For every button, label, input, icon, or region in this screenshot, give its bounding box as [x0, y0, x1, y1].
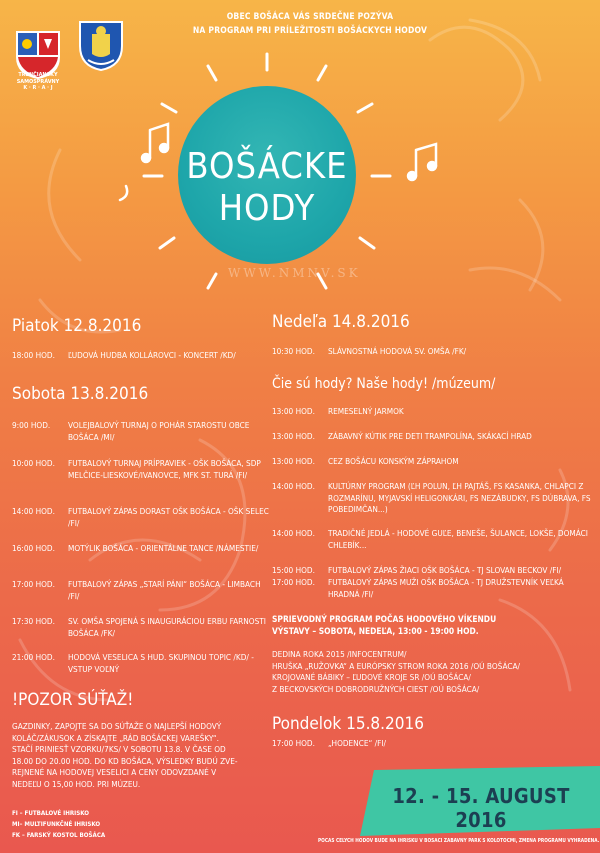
watermark: WWW.NMNV.SK — [228, 266, 361, 280]
exhibitions-list: DEDINA ROKA 2015 /INFOCENTRUM/ HRUŠKA „RUŽOVKA“ A EURÓPSKY STROM ROKA 2016 /OÚ BOŠÁCA/ KROJOVANÉ BÁBIKY – ĽUDOVÉ KROJE SR /OÚ BOŠÁCA/ Z BECKOVSKÝCH DOBRODRUŽNÝCH CIEST /OÚ BOŠÁCA/ — [272, 649, 521, 694]
legend: FI – FUTBALOVÉ IHRISKO MI– MULTIFUNKČNÉ IHRISKO FK – FARSKÝ KOSTOL BOŠÁCA — [12, 810, 106, 839]
sunday-heading: Nedeľa 14.8.2016 — [272, 312, 410, 332]
region-label: TRENČIANSKY SAMOSPRÁVNY K · R · A · J — [16, 72, 60, 91]
monday-heading: Pondelok 15.8.2016 — [272, 714, 424, 734]
town-crest-icon — [78, 20, 124, 72]
saturday-heading: Sobota 13.8.2016 — [12, 384, 149, 404]
page-title: BOŠÁCKE HODY — [186, 146, 348, 229]
accompanying-program: SPRIEVODNÝ PROGRAM POČAS HODOVÉHO VÍKENDU VÝSTAVY – SOBOTA, NEDEĽA, 13:00 - 19:00 HOD. — [272, 614, 497, 636]
footer-note: POČAS CELÝCH HODOV BUDE NA IHRISKU V BOŠÁCI ZÁBAVNÝ PARK S KOLOTOČMI, ZMENA PROGRAMU VYHRADENÁ. — [318, 839, 600, 844]
poster: TRENČIANSKY SAMOSPRÁVNY K · R · A · J OBEC BOŠÁCA VÁS SRDEČNE POZÝVA NA PROGRAM PRI PRÍLEŽITOSTI BOŠÁCKYCH HODOV BOŠÁCKE HODY WWW.NMNV.SK Piatok 12.8.2016 18:00 HOD. ĽUDOVÁ HUDBA KOLLÁROVCI - KONCERT /KD/ Sobota 13.8.2016 9:00 HOD. VOLEJBALOVÝ TURNAJ O POHÁR STAROSTU OBCE BOŠÁCA /MI/ 10:00 HOD. FUTBALOVÝ TURNAJ PRÍPRAVIEK - OŠK BOŠÁCA, SDP MELČICE-LIESKOVÉ/IVANOVCE, MFK ST. TURÁ /FI/ 14:00 HOD. FUTBALOVÝ ZÁPAS DORAST OŠK BOŠÁCA - OŠK SELEC /FI/ 16:00 HOD. MOTÝLIK BOŠÁCA - ORIENTÁLNE TANCE /NÁMESTIE/ 17:00 HOD. FUTBALOVÝ ZÁPAS „STARÍ PÁNI“ BOŠÁCA - LIMBACH /FI/ 17:30 HOD. SV. OMŠA SPOJENÁ S INAUGURÁCIOU ERBU FARNOSTI BOŠÁCA /FK/ 21:00 HOD. HODOVÁ VESELICA S HUD. SKUPINOU TOPIC /KD/ - VSTUP VOĽNÝ !POZOR SÚŤAŽ! GAZDINKY, ZAPOJTE SA DO SÚŤAŽE O NAJLEPŠÍ HODOVÝ KOLÁČ/ZÁKUSOK A ZÍSKAJTE „RÁD BOŠÁCKEJ VAREŠKY“. STAČÍ PRINIESŤ VZORKU/7KS/ V SOBOTU 13.8. V ČASE OD 18.00 DO 20.00 HOD. DO KD BOŠÁCA, VÝSLEDKY BUDÚ ZVE- REJNENÉ NA HODOVEJ VESELICI A CENY ODOVZDANÉ V NEDEĽU O 15,00 HOD. PRI MÚZEU. FI – FUTBALOVÉ IHRISKO MI– MULTIFUNKČNÉ IHRISKO FK – FARSKÝ KOSTOL BOŠÁCA Nedeľa 14.8.2016 10:30 HOD. SLÁVNOSTNÁ HODOVÁ SV. OMŠA /FK/ Čie sú hody? Naše hody! /múzeum/ 13:00 HOD. REMESELNÝ JARMOK 13:00 HOD. ZÁBAVNÝ KÚTIK PRE DETI TRAMPOLÍNA, SKÁKACÍ HRAD 13:00 HOD. CEZ BOŠÁCU KONSKÝM ZÁPRAHOM 14:00 HOD. KULTÚRNY PROGRAM (ĽH POLUN, ĽH PAJTÁŠ, FS KASANKA, CHLAPCI Z ROZMARÍNU, MYJAVSKÍ HELIGONKÁRI, FS NEZÁBUDKY, FS DÚBRAVA, FS POBEDIMČAN...) 14:00 HOD. TRADIČNÉ JEDLÁ - HODOVÉ GUĽE, BENEŠE, ŠULANCE, LOKŠE, DOMÁCI CHLEBÍK... 15:00 HOD. FUTBALOVÝ ZÁPAS ŽIACI OŠK BOŠÁCA - TJ SLOVAN BECKOV /FI/ 17:00 HOD. FUTBALOVÝ ZÁPAS MUŽI OŠK BOŠÁCA - TJ DRUŽSTEVNÍK VEĽKÁ HRADNÁ /FI/ SPRIEVODNÝ PROGRAM POČAS HODOVÉHO VÍKENDU VÝSTAVY – SOBOTA, NEDEĽA, 13:00 - 19:00 HOD. DEDINA ROKA 2015 /INFOCENTRUM/ HRUŠKA „RUŽOVKA“ A EURÓPSKY STROM ROKA 2016 /OÚ BOŠÁCA/ KROJOVANÉ BÁBIKY – ĽUDOVÉ KROJE SR /OÚ BOŠÁCA/ Z BECKOVSKÝCH DOBRODRUŽNÝCH CIEST /OÚ BOŠÁCA/ Pondelok 15.8.2016 17:00 HOD. „HODENCE“ /FI/ 12. - 15. AUGUST 2016 POČAS CELÝCH HODOV BUDE NA IHRISKU V BOŠÁCI ZÁBAVNÝ PARK S KOLOTOČMI, ZMENA PROGRAMU VYHRADENÁ. — [0, 0, 600, 853]
contest-heading: !POZOR SÚŤAŽ! — [12, 690, 134, 710]
contest-text: GAZDINKY, ZAPOJTE SA DO SÚŤAŽE O NAJLEPŠÍ HODOVÝ KOLÁČ/ZÁKUSOK A ZÍSKAJTE „RÁD BOŠÁCKEJ VAREŠKY“. STAČÍ PRINIESŤ VZORKU/7KS/ V SOBOTU 13.8. V ČASE OD 18.00 DO 20.00 HOD. DO KD BOŠÁCA, VÝSLEDKY BUDÚ ZVE- REJNENÉ NA HODOVEJ VESELICI A CENY ODOVZDANÉ V NEDEĽU O 15,00 HOD. PRI MÚZEU. — [12, 721, 238, 789]
date-range: 12. - 15. AUGUST 2016 — [392, 784, 570, 832]
museum-heading: Čie sú hody? Naše hody! /múzeum/ — [272, 376, 496, 392]
intro-text: OBEC BOŠÁCA VÁS SRDEČNE POZÝVA NA PROGRAM PRI PRÍLEŽITOSTI BOŠÁCKYCH HODOV — [192, 12, 428, 36]
friday-heading: Piatok 12.8.2016 — [12, 316, 142, 336]
